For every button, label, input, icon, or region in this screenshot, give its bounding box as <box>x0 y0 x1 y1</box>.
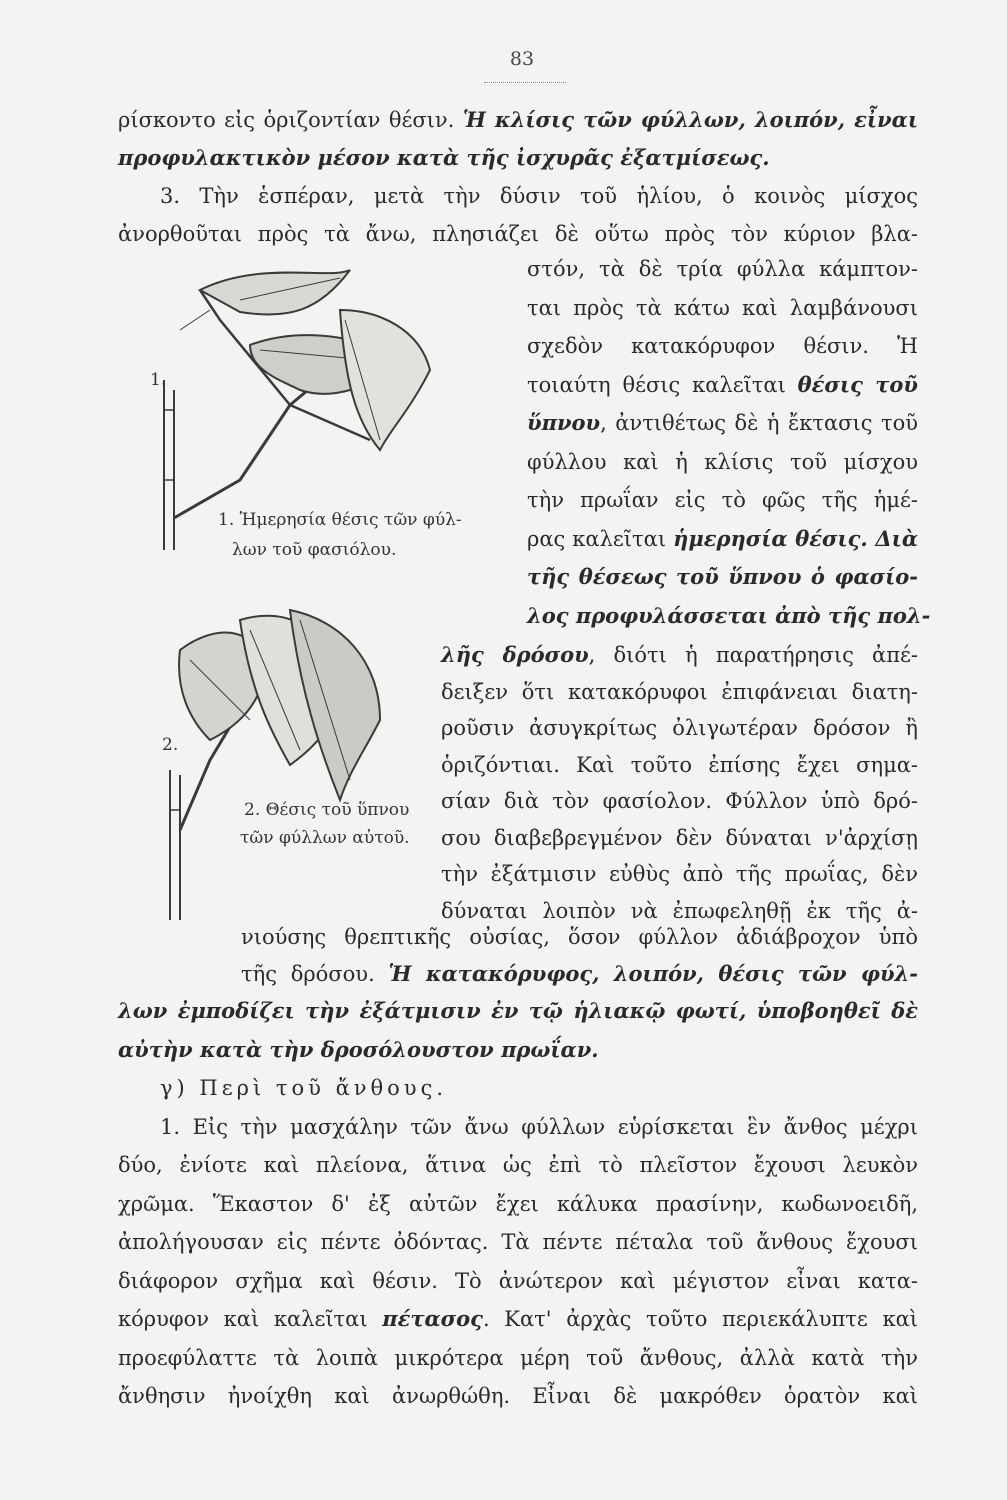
text-span: τὴν πρωΐαν εἰς τὸ φῶς τῆς ἡμέ- <box>527 488 918 512</box>
text-line <box>441 896 918 926</box>
text-span: . Κατ' ἀρχὰς τοῦτο περιεκάλυπτε καὶ <box>482 1307 918 1331</box>
text-span: ροῦσιν ἀσυγκρίτως ὀλιγωτέραν δρόσον ἢ <box>441 716 918 740</box>
page-number-rule <box>484 82 566 83</box>
figure-1-number: 1. <box>150 370 167 390</box>
text-line <box>441 823 918 853</box>
figure-2-caption-line-1: 2. Θέσις τοῦ ὕπνου <box>244 800 410 820</box>
text-line <box>527 293 918 323</box>
text-span: σχεδὸν κατακόρυφον θέσιν. Ἡ <box>527 334 918 358</box>
text-span: , διότι ἡ παρατήρησις ἀπέ- <box>588 643 918 667</box>
text-line <box>441 859 918 889</box>
figure-1-day-position-illustration <box>140 250 500 550</box>
text-span: δύναται λοιπὸν νὰ ἐπωφεληθῇ ἐκ τῆς ἀ- <box>441 898 918 923</box>
text-span: γ) Περὶ τοῦ ἄνθους. <box>160 1076 448 1100</box>
text-span: διάφορον σχῆμα καὶ θέσιν. Τὸ ἀνώτερον καὶ μέγιστον εἶναι κατα- <box>118 1268 918 1293</box>
figure-1-caption-line-1: 1. Ἡμερησία θέσις τῶν φύλ- <box>218 510 462 530</box>
emphasized-text: ἡμερησία θέσις. Διὰ <box>673 525 919 551</box>
emphasized-text: λῆς δρόσου <box>441 642 589 667</box>
text-span: σου διαβεβρεγμένον δὲν δύναται ν'ἀρχίσῃ <box>441 825 918 850</box>
emphasized-text: λος προφυλάσσεται ἀπὸ τῆς πολ- <box>527 602 931 628</box>
text-span: ρας καλεῖται <box>527 526 674 551</box>
text-span: χρῶμα. Ἕκαστον δ' ἐξ αὐτῶν ἔχει κάλυκα πρασίνην, κωδωνοειδῆ, <box>118 1191 918 1216</box>
text-line <box>241 959 918 989</box>
text-span: νιούσης θρεπτικῆς οὐσίας, ὅσον φύλλον ἀδιάβροχον ὑπὸ <box>241 925 918 949</box>
text-line <box>118 1035 918 1065</box>
text-line <box>118 1304 918 1334</box>
figure-2-sleep-position-illustration <box>150 600 440 920</box>
emphasized-text: πέτασος <box>382 1306 483 1331</box>
text-span: δειξεν ὅτι κατακόρυφοι ἐπιφάνειαι διατη- <box>441 679 918 704</box>
text-span: στόν, τὰ δὲ τρία φύλλα κάμπτον- <box>527 257 918 281</box>
text-span: ἀπολήγουσαν εἰς πέντε ὀδόντας. Τὰ πέντε πέταλα τοῦ ἄνθους ἔχουσι <box>118 1230 918 1254</box>
text-line <box>527 524 918 554</box>
text-span: ὁριζόντιαι. Καὶ τοῦτο ἐπίσης ἔχει σημα- <box>441 752 918 777</box>
text-span: φύλλου καὶ ἡ κλίσις τοῦ μίσχου <box>527 449 918 474</box>
emphasized-text: αὐτὴν κατὰ τὴν δροσόλουστον πρωΐαν. <box>118 1036 599 1062</box>
text-line <box>118 996 918 1026</box>
text-line <box>527 254 918 284</box>
text-line <box>441 677 918 707</box>
text-line <box>527 447 918 477</box>
text-span: ἄνθησιν ἠνοίχθη καὶ ἀνωρθώθη. Εἶναι δὲ μακρόθεν ὁρατὸν καὶ <box>118 1384 918 1408</box>
figure-1-caption-line-2: λων τοῦ φασιόλου. <box>232 540 397 560</box>
emphasized-text: θέσις τοῦ <box>797 371 919 397</box>
text-line <box>160 1073 560 1103</box>
text-line <box>118 219 918 249</box>
text-line <box>160 181 918 211</box>
text-span: ται πρὸς τὰ κάτω καὶ λαμβάνουσι <box>527 295 918 320</box>
text-span: τὴν ἐξάτμισιν εὐθὺς ἀπὸ τῆς πρωΐας, δὲν <box>441 862 918 886</box>
figure-2-number: 2. <box>162 735 179 755</box>
text-line <box>160 1112 918 1142</box>
text-line <box>527 562 918 592</box>
text-line <box>441 640 918 670</box>
text-line <box>118 1266 918 1296</box>
text-span: τοιαύτη θέσις καλεῖται <box>527 372 798 397</box>
figure-2-caption-line-2: τῶν φύλλων αὐτοῦ. <box>240 828 410 848</box>
page-number: 83 <box>509 48 535 70</box>
text-line <box>441 786 918 816</box>
text-span: κόρυφον καὶ καλεῖται <box>118 1307 383 1331</box>
text-line <box>118 1150 918 1180</box>
text-line <box>441 750 918 780</box>
text-span: ἀνορθοῦται πρὸς τὰ ἄνω, πλησιάζει δὲ οὕτω πρὸς τὸν κύριον βλα- <box>118 222 918 246</box>
text-line <box>527 485 918 515</box>
emphasized-text: Ἡ κλίσις τῶν φύλλων, λοιπόν, εἶναι <box>462 107 918 132</box>
text-line <box>118 143 918 173</box>
text-span: 1. Εἰς τὴν μασχάλην τῶν ἄνω φύλλων εὑρίσκεται ἓν ἄνθος μέχρι <box>160 1114 918 1139</box>
text-line <box>527 331 918 361</box>
text-line <box>118 1227 918 1257</box>
text-span: , ἀντιθέτως δὲ ἡ ἔκτασις τοῦ <box>600 411 918 435</box>
text-line <box>527 601 931 631</box>
text-line <box>527 408 918 438</box>
emphasized-text: λων ἐμποδίζει τὴν ἐξάτμισιν ἐν τῷ ἡλιακῷ φωτί, ὑποβοηθεῖ δὲ <box>118 998 918 1023</box>
text-span: 3. Τὴν ἑσπέραν, μετὰ τὴν δύσιν τοῦ ἡλίου, ὁ κοινὸς μίσχος <box>160 184 918 208</box>
text-line <box>118 1189 918 1219</box>
text-line <box>241 922 918 952</box>
text-line <box>118 105 918 135</box>
text-line <box>118 1343 918 1373</box>
text-line <box>118 1381 918 1411</box>
text-span: προεφύλαττε τὰ λοιπὰ μικρότερα μέρη τοῦ ἄνθους, ἀλλὰ κατὰ τὴν <box>118 1345 918 1370</box>
emphasized-text: τῆς θέσεως τοῦ ὕπνου ὁ φασίο- <box>527 564 918 589</box>
text-span: τῆς δρόσου. <box>241 962 389 986</box>
text-span: ρίσκοντο εἰς ὁριζοντίαν θέσιν. <box>118 108 463 132</box>
emphasized-text: Ἡ κατακόρυφος, λοιπόν, θέσις τῶν φύλ- <box>388 961 918 986</box>
text-line <box>441 713 918 743</box>
text-line <box>527 370 918 400</box>
emphasized-text: ὕπνου <box>527 410 601 435</box>
text-span: σίαν διὰ τὸν φασίολον. Φύλλον ὑπὸ δρό- <box>441 789 918 813</box>
text-span: δύο, ἐνίοτε καὶ πλείονα, ἅτινα ὡς ἐπὶ τὸ πλεῖστον ἔχουσι λευκὸν <box>118 1153 918 1177</box>
emphasized-text: προφυλακτικὸν μέσον κατὰ τῆς ἰσχυρᾶς ἐξατμίσεως. <box>118 145 770 170</box>
